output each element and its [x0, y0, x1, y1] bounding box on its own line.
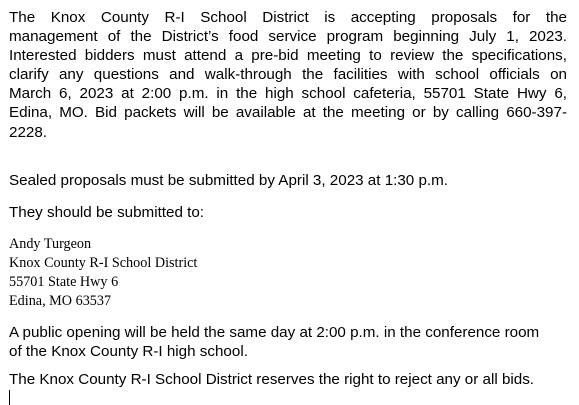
address-line: Edina, MO 63537	[9, 293, 112, 310]
paragraph-deadline	[9, 171, 567, 190]
paragraph-proposals-intro	[9, 8, 567, 142]
paragraph-line: The Knox County R-I School District is accepting proposals for the	[9, 9, 567, 26]
paragraph-line: March 6, 2023 at 2:00 p.m. in the high school cafeteria, 55701 State Hwy 6,	[9, 85, 567, 103]
address-line: 55701 State Hwy 6	[9, 274, 119, 291]
paragraph-line: The Knox County R-I School District reserves the right to reject any or all bids.	[9, 371, 535, 388]
paragraph-line: of the Knox County R-I high school.	[9, 343, 248, 361]
address-line: Knox County R-I School District	[9, 255, 198, 272]
address-line: Andy Turgeon	[9, 236, 92, 252]
paragraph-line: 2228.	[9, 123, 48, 141]
paragraph-public-opening	[9, 323, 567, 361]
paragraph-line: clarify any questions and walk-through the facilities with school officials on	[9, 66, 567, 84]
paragraph-line: A public opening will be held the same day at 2:00 p.m. in the conference room	[9, 324, 540, 341]
paragraph-line: They should be submitted to:	[9, 204, 205, 221]
paragraph-line: management of the District’s food service program beginning July 1, 2023.	[9, 28, 567, 46]
paragraph-line: Edina, MO. Bid packets will be available at the meeting or by calling 660-397-	[9, 104, 567, 122]
paragraph-submit-to	[9, 203, 567, 222]
text-cursor[interactable]	[9, 390, 10, 405]
address-block	[9, 235, 567, 311]
paragraph-reserves-right	[9, 370, 567, 389]
paragraph-line: Sealed proposals must be submitted by April 3, 2023 at 1:30 p.m.	[9, 172, 449, 189]
paragraph-line: Interested bidders must attend a pre-bid meeting to review the specifications,	[9, 47, 567, 65]
